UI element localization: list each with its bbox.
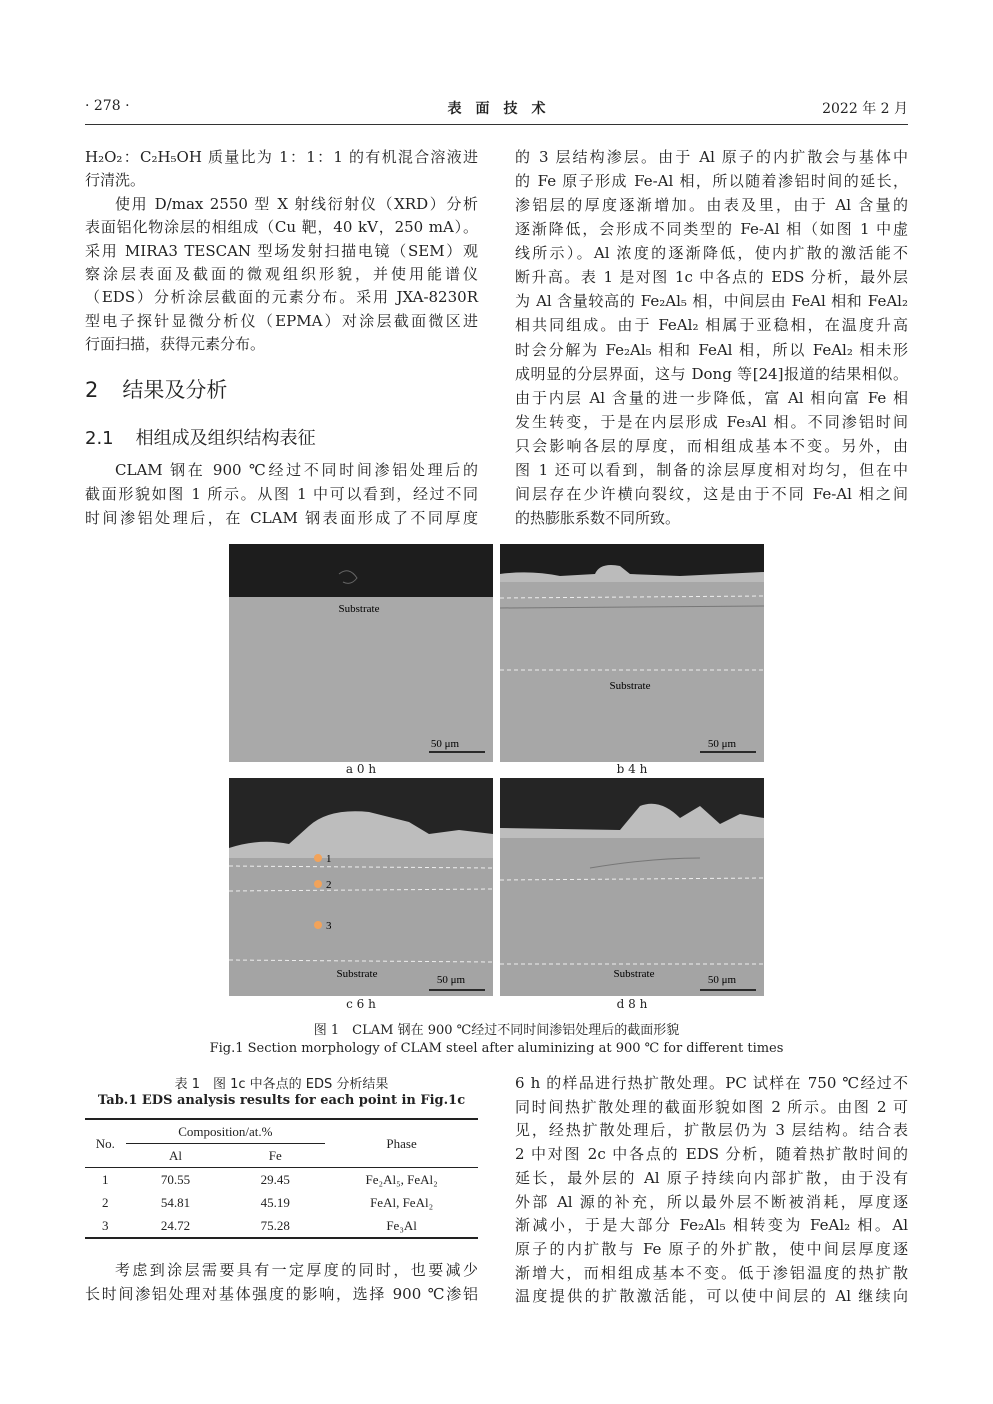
- text-line: 行面扫描，获得元素分布。: [85, 335, 266, 354]
- section-heading: 2 结果及分析: [85, 378, 228, 402]
- text-line: 表面铝化物涂层的相组成（Cu 靶，40 kV，250 mA）。: [85, 218, 478, 237]
- text-line: 渐增大，而相组成基本不变。低于渗铝温度的热扩散: [515, 1263, 908, 1282]
- table-title-cn: 表 1 图 1c 中各点的 EDS 分析结果: [174, 1077, 389, 1092]
- scale-bar-label: 50 μm: [707, 974, 737, 986]
- col-phase: Phase: [386, 1135, 417, 1151]
- col-al: Al: [168, 1147, 182, 1163]
- table-row: 1 70.55 29.45 Fe₂Al₅, FeAl₂: [102, 1171, 438, 1187]
- text-line: 图 1 还可以看到，制备的涂层厚度相对均匀，但在中: [515, 460, 908, 479]
- text-line: 线所示）。Al 浓度的逐渐降低，使内扩散的激活能不: [515, 244, 908, 263]
- panel-c-label: c 6 h: [346, 997, 376, 1011]
- text-line: 同时间热扩散处理的截面形貌如图 2 所示。由图 2 可: [515, 1097, 908, 1116]
- sem-panel-b: [500, 544, 764, 762]
- subsection-heading: 2.1 相组成及组织结构表征: [85, 428, 316, 449]
- text-line: 间层存在少许横向裂纹，这是由于不同 Fe-Al 相之间: [515, 484, 908, 503]
- text-line: 相共同组成。由于 FeAl₂ 相属于亚稳相，在温度升高: [515, 316, 908, 335]
- panel-d-label: d 8 h: [616, 997, 648, 1011]
- col-no: No.: [95, 1135, 115, 1151]
- text-line: 为 Al 含量较高的 Fe₂Al₅ 相，中间层由 FeAl 相和 FeAl₂: [515, 292, 908, 311]
- substrate-label: Substrate: [338, 603, 380, 615]
- text-line: （EDS）分析涂层截面的元素分布。采用 JXA-8230R: [85, 288, 478, 307]
- issue-date: 2022 年 2 月: [822, 101, 908, 117]
- text-line: 的 3 层结构渗层。由于 Al 原子的内扩散会与基体中: [515, 148, 908, 166]
- text-line: 发生转变，于是在内层形成 Fe₃Al 相。不同渗铝时间: [515, 412, 908, 431]
- text-line: CLAM 钢在 900 ℃经过不同时间渗铝处理后的: [115, 461, 478, 479]
- scale-bar-label: 50 μm: [707, 738, 737, 750]
- text-line: 的 Fe 原子形成 Fe-Al 相，所以随着渗铝时间的延长，: [515, 172, 908, 191]
- journal-title: 表 面 技 术: [447, 101, 546, 117]
- text-line: 2 中对图 2c 中各点的 EDS 分析，随着热扩散时间的: [515, 1145, 908, 1164]
- point-label: 3: [326, 920, 332, 932]
- text-line: 采用 MIRA3 TESCAN 型场发射扫描电镜（SEM）观: [85, 241, 478, 260]
- text-line: 型电子探针显微分析仪（EPMA）对涂层截面微区进: [85, 311, 478, 330]
- figure-caption-cn: 图 1 CLAM 钢在 900 ℃经过不同时间渗铝处理后的截面形貌: [313, 1023, 680, 1038]
- text-line: 时会分解为 Fe₂Al₅ 相和 FeAl 相，所以 FeAl₂ 相未形: [515, 340, 908, 359]
- text-line: 外部 Al 源的补充，所以最外层不断被消耗，厚度逐: [515, 1192, 908, 1211]
- panel-b-label: b 4 h: [616, 762, 648, 776]
- text-line: 渗铝层的厚度逐渐增加。由表及里，由于 Al 含量的: [515, 196, 908, 215]
- table-title-en: Tab.1 EDS analysis results for each point in Fig.1c: [97, 1093, 466, 1108]
- substrate-label: Substrate: [609, 680, 651, 692]
- table-row: 3 24.72 75.28 Fe₃Al: [102, 1217, 417, 1233]
- text-line: 6 h 的样品进行热扩散处理。PC 试样在 750 ℃经过不: [515, 1074, 908, 1092]
- col-fe: Fe: [268, 1147, 282, 1163]
- point-label: 2: [326, 879, 332, 891]
- figure-caption-en: Fig.1 Section morphology of CLAM steel after aluminizing at 900 ℃ for different times: [209, 1041, 784, 1056]
- sem-panel-c: [229, 778, 493, 996]
- eds-table: [85, 1118, 478, 1239]
- col-composition: Composition/at.%: [126, 1119, 326, 1144]
- text-line: 由于内层 Al 含量的进一步降低，富 Al 相向富 Fe 相: [515, 388, 908, 407]
- text-line: 截面形貌如图 1 所示。从图 1 中可以看到，经过不同: [85, 484, 478, 503]
- sem-panel-a: [229, 544, 493, 762]
- text-line: 原子的内扩散与 Fe 原子的外扩散，使中间层厚度逐: [515, 1239, 908, 1258]
- text-line: 温度提供的扩散激活能，可以使中间层的 Al 继续向: [515, 1287, 908, 1306]
- panel-a-label: a 0 h: [345, 762, 377, 776]
- point-label: 1: [326, 853, 332, 865]
- text-line: 断升高。表 1 是对图 1c 中各点的 EDS 分析，最外层: [515, 268, 908, 287]
- sem-panel-d: [500, 778, 764, 996]
- text-line: 察涂层表面及截面的微观组织形貌，并使用能谱仪: [85, 265, 478, 283]
- page-number: · 278 ·: [85, 98, 130, 114]
- header-rule: [85, 124, 908, 125]
- text-line: 行清洗。: [85, 171, 146, 190]
- scale-bar-label: 50 μm: [430, 738, 460, 750]
- substrate-label: Substrate: [336, 968, 378, 980]
- text-line: 使用 D/max 2550 型 X 射线衍射仪（XRD）分析: [115, 194, 478, 213]
- text-line: 渐减小，于是大部分 Fe₂Al₅ 相转变为 FeAl₂ 相。Al: [515, 1216, 908, 1235]
- text-line: 逐渐降低，会形成不同类型的 Fe-Al 相（如图 1 中虚: [515, 220, 908, 239]
- text-line: 见，经热扩散处理后，扩散层仍为 3 层结构。结合表: [515, 1121, 908, 1140]
- text-line: 的热膨胀系数不同所致。: [515, 509, 681, 528]
- text-line: 成明显的分层界面，这与 Dong 等[24]报道的结果相似。: [515, 364, 908, 383]
- table-row: 2 54.81 45.19 FeAl, FeAl₂: [102, 1194, 434, 1210]
- text-line: 时间渗铝处理后，在 CLAM 钢表面形成了不同厚度: [85, 508, 478, 527]
- text-line: H₂O₂：C₂H₅OH 质量比为 1：1：1 的有机混合溶液进: [85, 148, 478, 166]
- scale-bar-label: 50 μm: [436, 974, 466, 986]
- text-line: 延长，最外层的 Al 原子持续向内部扩散，由于没有: [515, 1168, 908, 1187]
- text-line: 长时间渗铝处理对基体强度的影响，选择 900 ℃渗铝: [85, 1285, 478, 1303]
- text-line: 考虑到涂层需要具有一定厚度的同时，也要减少: [115, 1261, 478, 1279]
- substrate-label: Substrate: [613, 968, 655, 980]
- text-line: 只会影响各层的厚度，而相组成基本不变。另外，由: [515, 436, 908, 455]
